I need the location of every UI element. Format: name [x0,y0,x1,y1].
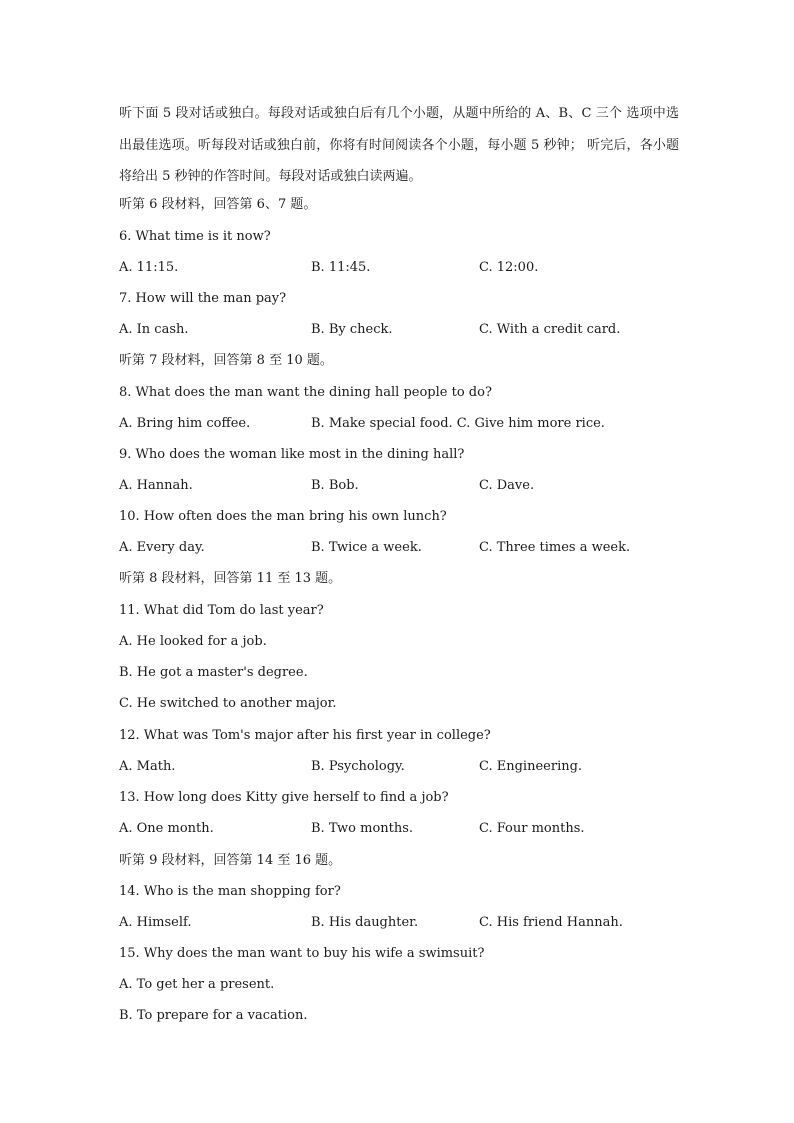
q11-option-a: A. He looked for a job. [119,634,267,649]
q6-option-a: A. 11:15. [119,260,179,275]
q7-option-c: C. With a credit card. [479,322,621,337]
q13-option-c: C. Four months. [479,821,585,836]
question-15: 15. Why does the man want to buy his wife a swimsuit? [119,946,485,961]
q10-option-c: C. Three times a week. [479,540,631,555]
section-8-heading: 听第 8 段材料，回答第 11 至 13 题。 [119,571,342,586]
question-9: 9. Who does the woman like most in the dining hall? [119,447,465,462]
q14-option-a: A. Himself. [119,915,192,930]
question-14: 14. Who is the man shopping for? [119,884,341,899]
q12-option-c: C. Engineering. [479,759,583,774]
q9-option-a: A. Hannah. [119,478,193,493]
section-9-heading: 听第 9 段材料，回答第 14 至 16 题。 [119,853,342,868]
question-13: 13. How long does Kitty give herself to find a job? [119,790,449,805]
question-7: 7. How will the man pay? [119,291,287,306]
question-12: 12. What was Tom's major after his first year in college? [119,728,491,743]
q9-option-b: B. Bob. [311,478,359,493]
q13-option-a: A. One month. [119,821,214,836]
section-7-heading: 听第 7 段材料，回答第 8 至 10 题。 [119,353,333,368]
q15-option-b: B. To prepare for a vacation. [119,1008,308,1023]
q6-option-c: C. 12:00. [479,260,539,275]
question-10: 10. How often does the man bring his own lunch? [119,509,447,524]
q12-option-a: A. Math. [119,759,176,774]
q6-option-b: B. 11:45. [311,260,371,275]
q10-option-b: B. Twice a week. [311,540,422,555]
q14-option-b: B. His daughter. [311,915,419,930]
question-6: 6. What time is it now? [119,229,271,244]
question-11: 11. What did Tom do last year? [119,603,324,618]
q13-option-b: B. Two months. [311,821,414,836]
section-6-heading: 听第 6 段材料，回答第 6、7 题。 [119,197,317,212]
q14-option-c: C. His friend Hannah. [479,915,623,930]
q7-option-a: A. In cash. [119,322,189,337]
q8-option-b-c: B. Make special food. C. Give him more rice. [311,416,605,431]
listening-instructions: 听下面 5 段对话或独白。每段对话或独白后有几个小题，从题中所给的 A、B、C 三个 选项中选出最佳选项。听每段对话或独白前，你将有时间阅读各个小题，每小题 5 秒钟； 听完后，各小题将给出 5 秒钟的作答时间。每段对话或独白读两遍。 [119,106,679,184]
q10-option-a: A. Every day. [119,540,205,555]
q12-option-b: B. Psychology. [311,759,405,774]
question-8: 8. What does the man want the dining hall people to do? [119,385,492,400]
q15-option-a: A. To get her a present. [119,977,275,992]
q11-option-b: B. He got a master's degree. [119,665,308,680]
q9-option-c: C. Dave. [479,478,535,493]
q11-option-c: C. He switched to another major. [119,696,337,711]
q8-option-a: A. Bring him coffee. [119,416,251,431]
q7-option-b: B. By check. [311,322,393,337]
